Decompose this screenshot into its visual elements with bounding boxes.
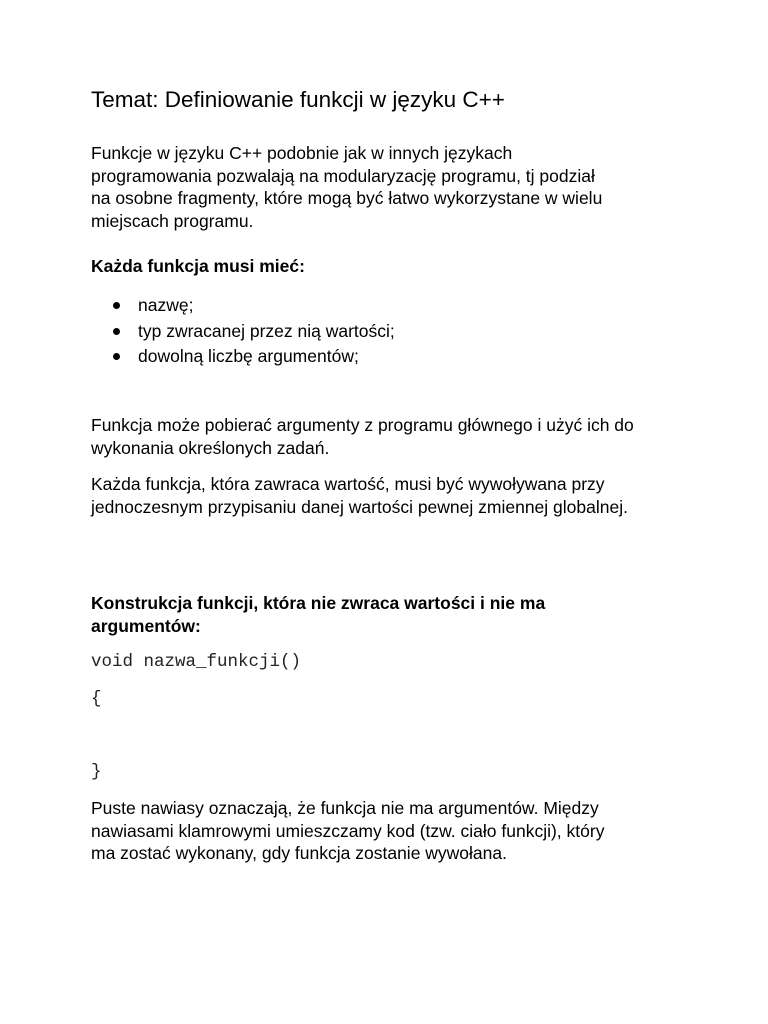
intro-paragraph: Funkcje w języku C++ podobnie jak w innych językach programowania pozwalają na modularyzację programu, tj podział na osobne fragmenty, które mogą być łatwo wykorzystane w wielu miejscach programu. [91, 143, 603, 231]
bullet-icon [113, 302, 120, 309]
arguments-paragraph: Funkcja może pobierać argumenty z programu głównego i użyć ich do wykonania określonych zadań. [91, 415, 634, 458]
code-close-brace: } [91, 762, 102, 782]
code-open-brace: { [91, 689, 102, 709]
list-item [91, 319, 395, 345]
page-title: Temat: Definiowanie funkcji w języku C++ [91, 87, 505, 112]
list-item-text: typ zwracanej przez nią wartości; [138, 320, 395, 341]
bullet-icon [113, 328, 120, 335]
requirements-heading: Każda funkcja musi mieć: [91, 256, 305, 276]
return-value-paragraph: Każda funkcja, która zawraca wartość, musi być wywoływana przy jednoczesnym przypisaniu danej wartości pewnej zmiennej globalnej. [91, 474, 628, 517]
bullet-icon [113, 353, 120, 360]
list-item [91, 293, 395, 319]
list-item [91, 344, 395, 370]
list-item-text: nazwę; [138, 295, 194, 315]
code-signature: void nazwa_funkcji() [91, 652, 302, 672]
construction-heading: Konstrukcja funkcji, która nie zwraca wartości i nie ma argumentów: [91, 593, 546, 636]
requirements-list [91, 293, 395, 370]
list-item-text: dowolną liczbę argumentów; [138, 346, 359, 366]
explanation-paragraph: Puste nawiasy oznaczają, że funkcja nie ma argumentów. Między nawiasami klamrowymi umieszczamy kod (tzw. ciało funkcji), który ma zostać wykonany, gdy funkcja zostanie wywołana. [91, 798, 605, 863]
